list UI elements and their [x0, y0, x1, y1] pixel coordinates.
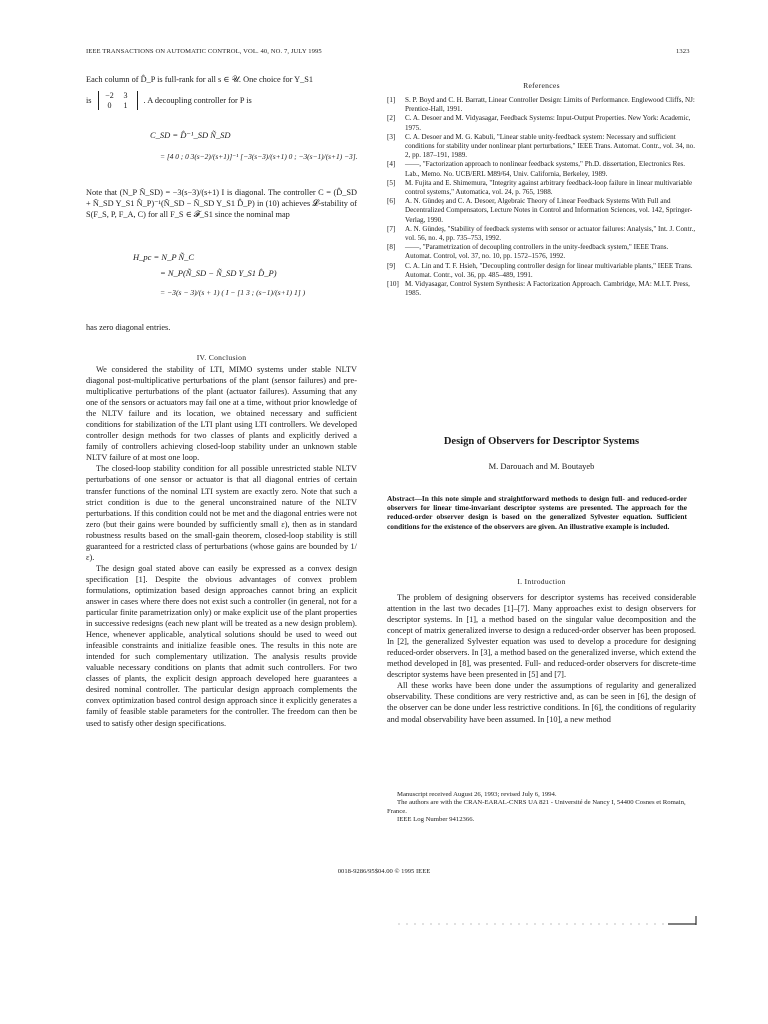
zero-diag-text: has zero diagonal entries. — [86, 323, 171, 332]
note-text: Note that (N_P Ñ_SD) = −3(s−3)/(s+1) I is diagonal. The controller C = (D̂_SD + Ñ_SD Y_S1 N̂_P)⁻¹(Ñ_SD − Ñ_SD Y_S1 D̂_P) in (10) achieves 𝓛-stability of S(F_S, P, F_A, C) for all F_S ∈ 𝓕_S1 since the nominal map — [86, 188, 357, 220]
reference-number: [4] — [387, 160, 396, 169]
reference-text: M. Vidyasagar, Control System Synthesis: A Factorization Approach. Cambridge, MA: M.I.T. Press, 1985. — [405, 280, 690, 298]
reference-item — [387, 179, 696, 197]
reference-number: [9] — [387, 261, 396, 270]
reference-number: [10] — [387, 280, 399, 289]
page-number: 1323 — [676, 48, 690, 55]
reference-item — [387, 96, 696, 114]
conclusion-heading: IV. Conclusion — [196, 353, 247, 362]
introduction-paragraph: All these works have been done under the assumptions of regularity and generalized observability. These conditions are very restrictive and, as can be seen in [6], the design of the observer can be done under less restrictive conditions. In [6], the conditions of regularity and modal observability have been assumed. In [10], a new method — [387, 681, 696, 724]
reference-item — [387, 243, 696, 261]
reference-number: [8] — [387, 243, 396, 252]
copyright-line: 0018-9286/95$04.00 © 1995 IEEE — [337, 868, 431, 875]
reference-item — [387, 160, 696, 178]
intro-line2 — [86, 91, 357, 110]
reference-item — [387, 133, 696, 161]
matrix-cell: −2 — [105, 91, 114, 100]
equation-csd-matrix: = [4 0 ; 0 3(s−2)/(s+1)]⁻¹ [−3(s−3)/(s+1) 0 ; −3(s−1)/(s+1) −3]. — [160, 152, 358, 161]
reference-text: ——, "Factorization approach to nonlinear feedback systems," Ph.D. dissertation, Electronics Res. Lab., Memo. No. UCB/ERL M89/64, Univ. California, Berkeley, 1989. — [405, 160, 686, 178]
footnote-affiliation: The authors are with the CRAN-EARAL-CNRS UA 821 - Université de Nancy I, 54400 Cosnes et Romain, France. — [387, 799, 686, 815]
reference-text: C. A. Desoer and M. Vidyasagar, Feedback Systems: Input-Output Properties. New York: Academic, 1975. — [405, 114, 691, 132]
article-authors: M. Darouach and M. Boutayeb — [488, 461, 595, 471]
reference-text: A. N. Gündeş, "Stability of feedback systems with sensor or actuator failures: Analysis," Int. J. Contr., vol. 56, no. 4, pp. 735–753, 1992. — [405, 224, 696, 243]
reference-text: S. P. Boyd and C. H. Barratt, Linear Controller Design: Limits of Performance. Englewood Cliffs, NJ: Prentice-Hall, 1991. — [405, 96, 695, 114]
introduction-paragraph: The problem of designing observers for descriptor systems has received considerable attention in the last two decades [1]–[7]. Many approaches exist to design observers for descriptor systems. In [1], a method based on the singular value decomposition and the concept of matrix generalized inverse to design a reduced-order observer has been proposed. In [2], the generalized Sylvester equation was used to develop a procedure for designing reduced-order observers. In [3], a method based on the generalized inverse, which extend the method developed in [8], was presented. Full- and reduced-order observers for discrete-time descriptor systems have been presented in [5] and [7]. — [387, 593, 696, 680]
abstract: Abstract—In this note simple and straightforward methods to design full- and reduced-order observers for linear time-invariant descriptor systems are presented. The approach for the reduced-order observer design is based on the generalized Sylvester equation. Sufficient conditions for the existence of the observers are given. An illustrative example is included. — [387, 494, 687, 531]
article-title: Design of Observers for Descriptor Systems — [443, 436, 640, 447]
equation-csd: C_SD = D̂⁻¹_SD Ñ_SD — [150, 130, 231, 140]
conclusion-paragraph: The design goal stated above can easily be expressed as a convex design specification [1]. Despite the obvious advantages of convex problem formulations, optimization based design approaches cannot bring an explicit answer in cases where there does not exist such a controller (in general, not for a particular finite parametrization only) or make explicit use of the plant properties in successive redesigns (each new plant will be treated as a new design problem). Hence, whenever applicable, analytical solutions should be used to weed out infeasible constraints and initialize feasible ones. The results in this note are intended for such complementary utilization. The analysis results provide valuable necessary conditions on plants that admit such controllers. For two classes of plants, the explicit design approach developed here guarantees a desired nominal controller. The particular design approach complements the convex optimization based control design approach since it explicitly generates a family of feasible stable parameters for the controller. The freedom can then be used to satisfy other design specifications. — [86, 563, 357, 728]
reference-text: M. Fujita and E. Shimemura, "Integrity against arbitrary feedback-loop failure in linear multivariable control systems," Automatica, vol. 24, p. 765, 1988. — [405, 178, 693, 197]
conclusion-paragraph: The closed-loop stability condition for all possible unrestricted stable NLTV perturbations of one sensor or actuator is that all diagonal entries of certain transfer functions of the nominal LTI system are exactly zero. Note that such a strict condition is due to the general unconstrained nature of the NLTV perturbations. If this condition could not be met and the diagonal entries were not zero (but their gains were bounded by sufficiently small ε), then as in standard robustness results based on the small-gain theorem, closed-loop stability is still guaranteed for a restricted class of perturbations (whose gains are bounded by 1/ε). — [86, 464, 357, 562]
reference-text: ——, "Parametrization of decoupling controllers in the unity-feedback system," IEEE Trans. Automat. Control, vol. 37, no. 10, pp. 1572–1576, 1992. — [405, 243, 669, 261]
references-list — [387, 96, 696, 298]
reference-number: [7] — [387, 224, 396, 233]
reference-item — [387, 197, 696, 225]
note-paragraph — [86, 187, 357, 220]
equation-hpc-3: = −3(s − 3)/(s + 1) ( I − [1 3 ; (s−1)/(s+1) 1] ) — [160, 288, 306, 297]
intro-line — [86, 74, 357, 85]
zero-diag-line — [86, 322, 357, 333]
footnote-log-number: IEEE Log Number 9412366. — [397, 815, 475, 823]
scan-artifact-line — [398, 916, 698, 928]
journal-header: IEEE TRANSACTIONS ON AUTOMATIC CONTROL, VOL. 40, NO. 7, JULY 1995 — [86, 48, 322, 55]
reference-item — [387, 225, 696, 243]
matrix-cell: 3 — [123, 91, 128, 100]
intro-text-line1: Each column of D̂_P is full-rank for all s ∈ 𝒰. One choice for Y_S1 — [86, 75, 314, 84]
introduction-body — [387, 592, 696, 725]
reference-number: [2] — [387, 114, 396, 123]
intro-line2-suffix: . A decoupling controller for P is — [143, 95, 252, 105]
reference-text: C. A. Lin and T. F. Hsieh, "Decoupling controller design for linear multivariable plants," IEEE Trans. Automat. Contr., vol. 36, pp. 485–489, 1991. — [405, 261, 693, 279]
reference-text: A. N. Gündeş and C. A. Desoer, Algebraic Theory of Linear Feedback Systems With Full and Decentralized Compensators, Lecture Notes in Control and Information Sciences, vol. 142, Springer-Verlag, 1990. — [405, 197, 693, 224]
footnotes — [387, 791, 696, 824]
reference-item — [387, 114, 696, 132]
reference-number: [5] — [387, 178, 396, 187]
conclusion-paragraph: We considered the stability of LTI, MIMO systems under stable NLTV diagonal post-multiplicative perturbations of the plant (sensor failures) and pre-multiplicative perturbations of the plant (actuator failures). Assuming that any one of the sensors or actuators may fail one at a time, without prior knowledge of the NLTV failure and its location, we obtained necessary and sufficient conditions for stabilization of the LTI plant using LTI controllers. We developed controller design methods for two classes of plants and explicitly derived a family of controllers achieving closed-loop stability under an unknown stable NLTV failure of at most one loop. — [86, 365, 357, 463]
reference-item — [387, 280, 696, 298]
references-heading: References — [523, 81, 560, 90]
matrix-cell: 0 — [107, 100, 112, 110]
matrix-cell: 1 — [123, 100, 128, 110]
intro-line2-prefix: is — [86, 95, 92, 105]
reference-number: [6] — [387, 197, 396, 206]
equation-hpc-1: H_pc = N_P Ñ_C — [133, 252, 195, 262]
footnote-manuscript: Manuscript received August 26, 1993; revised July 6, 1994. — [397, 791, 557, 798]
equation-hpc-2: = N_P(Ñ_SD − Ñ_SD Y_S1 D̂_P) — [160, 268, 277, 278]
reference-item — [387, 262, 696, 280]
reference-text: C. A. Desoer and M. G. Kabuli, "Linear stable unity-feedback system: Necessary and sufficient conditions for stability under nonlinear plant perturbations," IEEE Trans. Automat. Contr., vol. 34, no. 2, pp. 187–191, 1989. — [405, 132, 695, 160]
reference-number: [1] — [387, 96, 396, 104]
matrix-ys1 — [98, 91, 138, 110]
conclusion-body — [86, 364, 357, 729]
reference-number: [3] — [387, 132, 396, 141]
introduction-heading: I. Introduction — [517, 577, 566, 586]
